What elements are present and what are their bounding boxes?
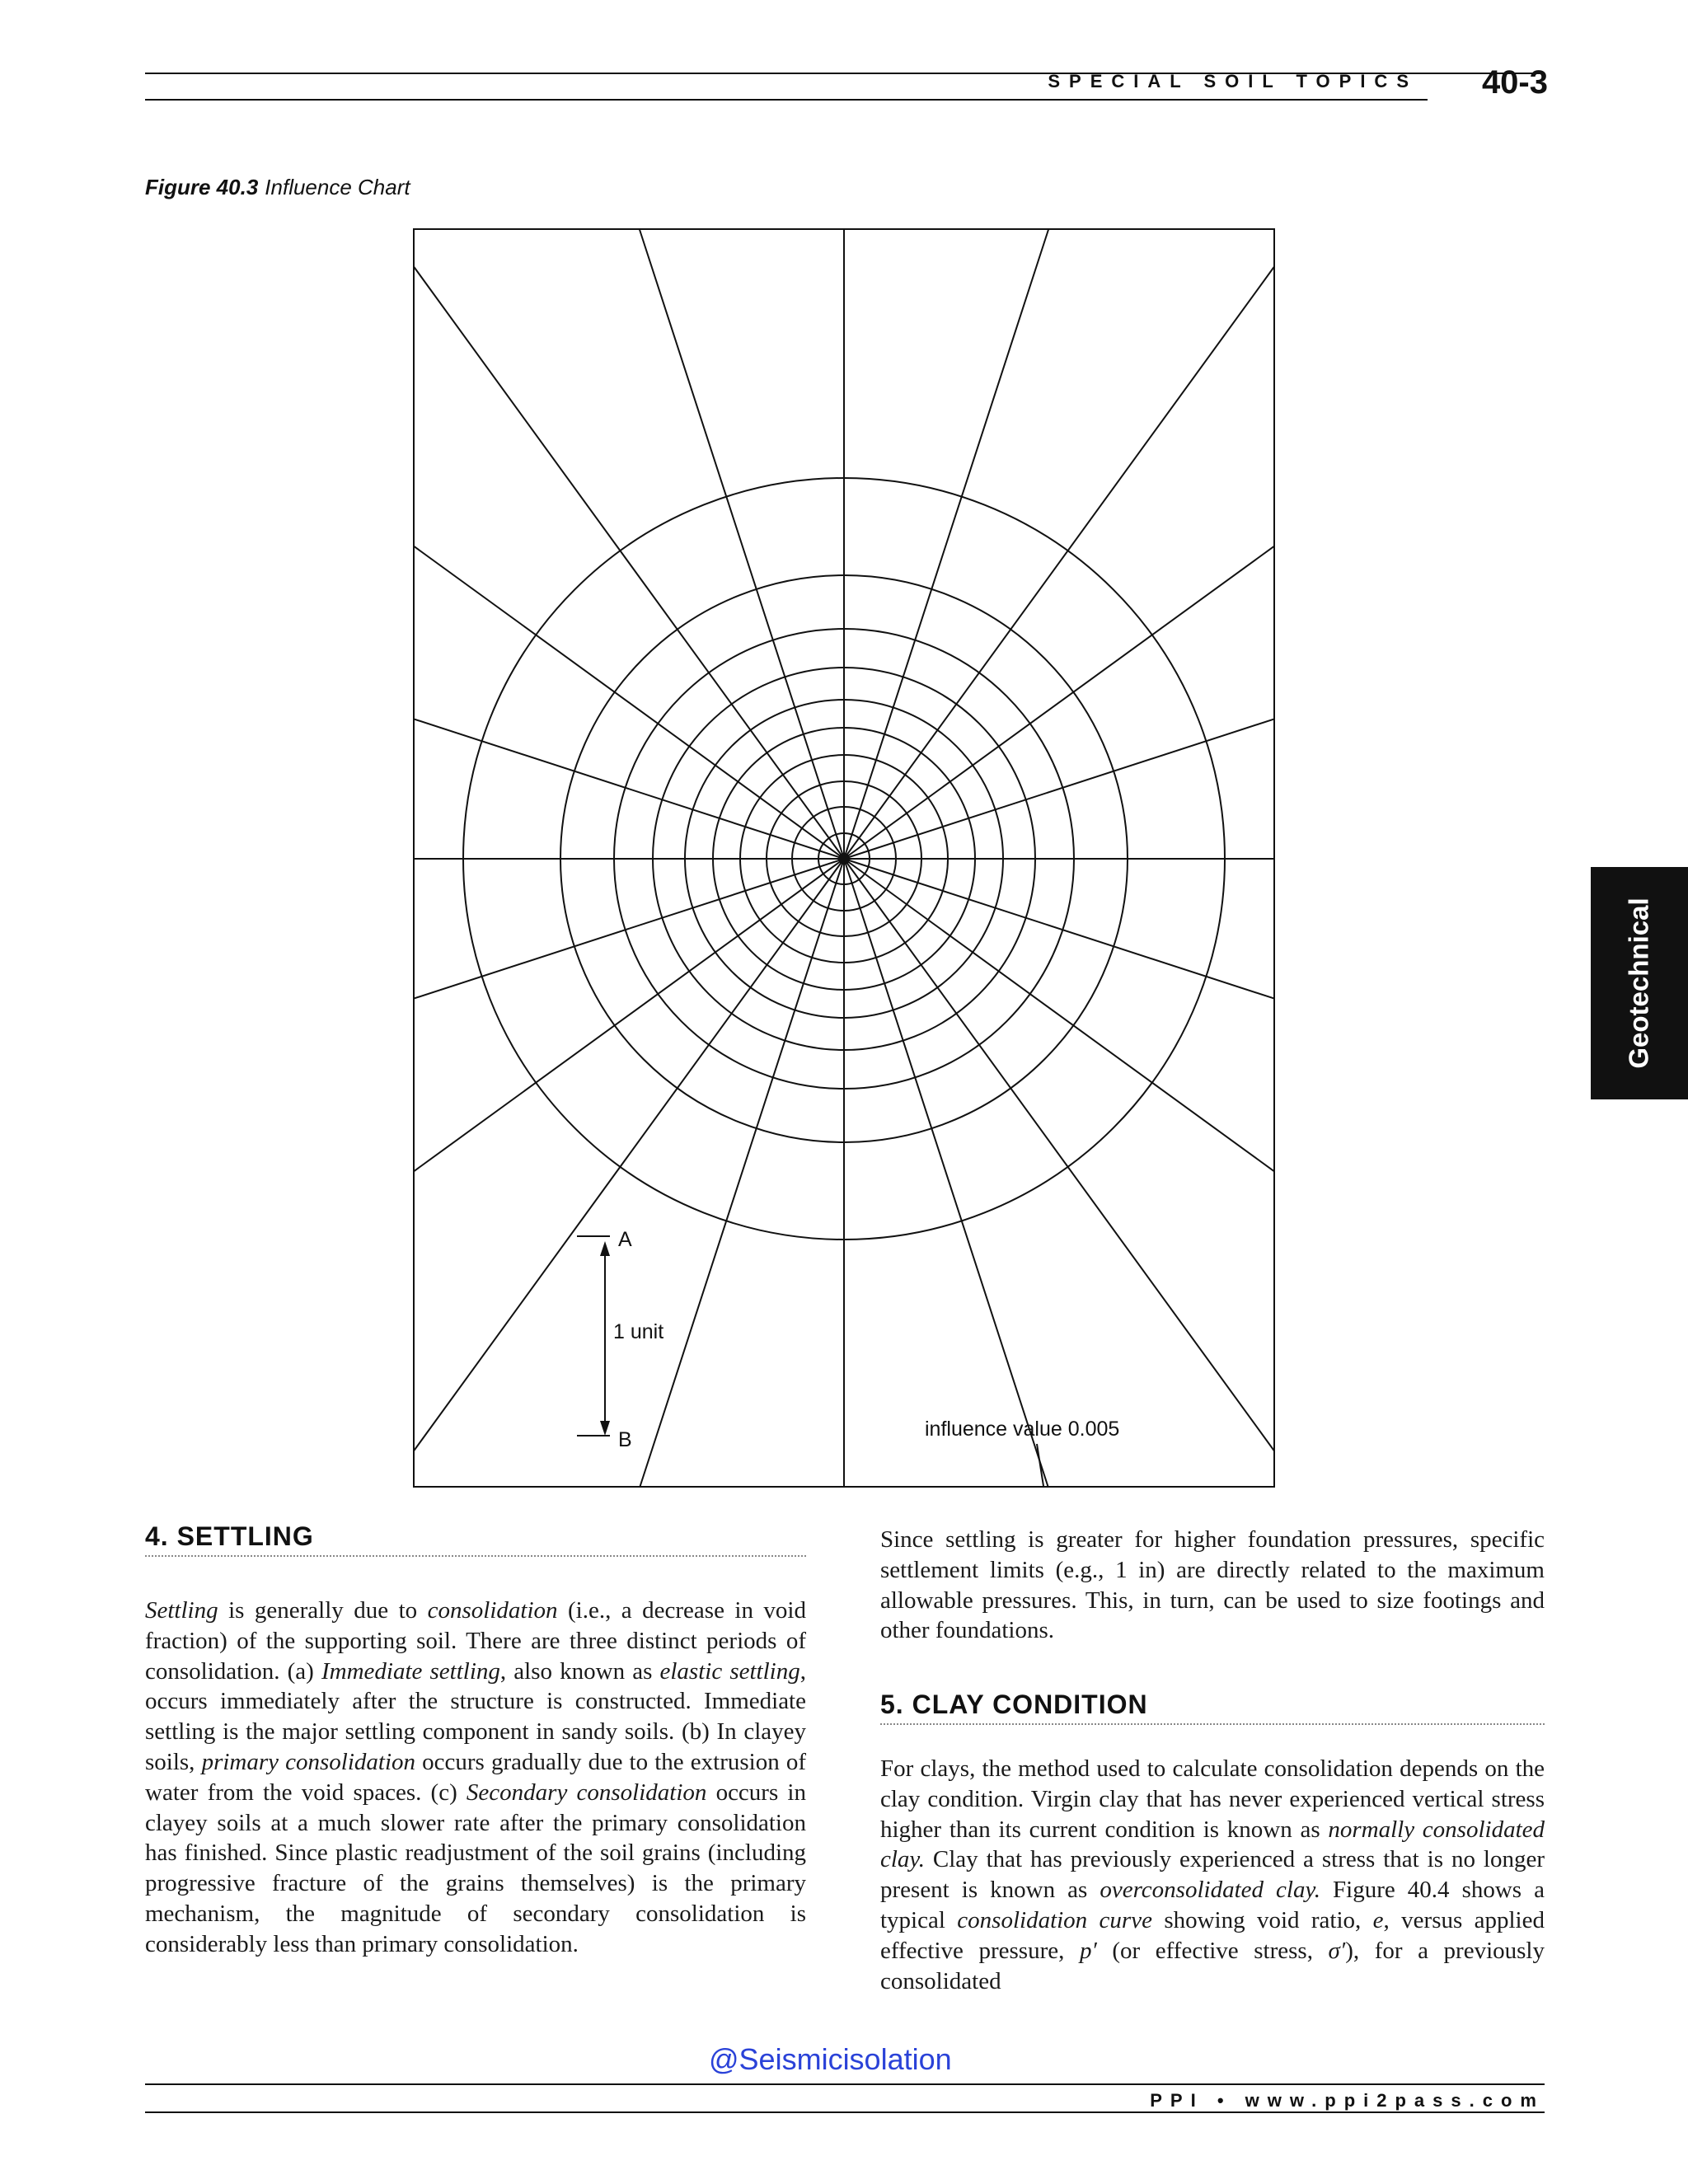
clay-run: overconsolidated clay. bbox=[1100, 1877, 1320, 1904]
clay-run: ), for a previously consolidated bbox=[880, 1937, 1545, 1994]
radial-line bbox=[844, 859, 1274, 1451]
figure-number: Figure 40.3 bbox=[145, 175, 259, 199]
radial-line bbox=[844, 859, 1274, 999]
radial-line bbox=[414, 719, 844, 859]
settling-run: consolidation bbox=[427, 1597, 558, 1624]
chart-lines bbox=[414, 229, 1274, 1487]
influence-leader-line bbox=[1037, 1444, 1043, 1486]
chart-center-point bbox=[838, 853, 850, 865]
settling-run: elastic settling bbox=[659, 1657, 800, 1685]
radial-line bbox=[844, 859, 1274, 1171]
page-number: 40-3 bbox=[1481, 64, 1548, 101]
radial-line bbox=[414, 267, 844, 860]
settling-run: (i.e., a decrease in void fraction) of the supporting soil. There are three distinct periods of consolidation. (a) bbox=[145, 1597, 806, 1685]
section-tab-label: Geotechnical bbox=[1624, 898, 1655, 1069]
settling-run: primary consolidation bbox=[201, 1748, 416, 1775]
label-a: A bbox=[618, 1228, 632, 1251]
settling-run: , also known as bbox=[499, 1657, 660, 1685]
settling-run: Settling bbox=[145, 1597, 218, 1624]
influence-value-label: influence value 0.005 bbox=[925, 1418, 1120, 1441]
radial-line bbox=[640, 859, 844, 1487]
scale-arrow-top bbox=[600, 1241, 610, 1256]
clay-run: e bbox=[1372, 1906, 1384, 1933]
radial-line bbox=[414, 546, 844, 859]
radial-line bbox=[414, 859, 844, 999]
settling-run: Immediate settling bbox=[321, 1657, 500, 1685]
scale-label: 1 unit bbox=[613, 1320, 664, 1343]
settling-run: , occurs immediately after the structure is constructed. Immediate settling is the major settling component in sandy soils. (b) In clayey soils, bbox=[145, 1657, 806, 1775]
radial-line bbox=[844, 719, 1274, 859]
paragraph-settlement-limits bbox=[880, 1525, 1545, 1646]
radial-line bbox=[414, 859, 844, 1451]
scale-arrow-bottom bbox=[600, 1421, 610, 1436]
clay-run: (or effective stress, bbox=[1096, 1937, 1329, 1964]
paragraph-clay-condition bbox=[880, 1754, 1545, 1996]
section-heading-settling: 4. SETTLING bbox=[145, 1521, 806, 1557]
clay-run: showing void ratio, bbox=[1151, 1906, 1373, 1933]
radial-line bbox=[844, 546, 1274, 859]
radial-line bbox=[414, 859, 844, 1171]
label-b: B bbox=[618, 1428, 632, 1451]
clay-run: , versus applied effective pressure, bbox=[880, 1906, 1545, 1964]
radial-line bbox=[844, 859, 1048, 1487]
clay-run: For clays, the method used to calculate consolidation depends on the clay condition. Virgin clay that has never experienced vertical stress higher than its current condition is known as bbox=[880, 1755, 1545, 1843]
settling-run: occurs gradually due to the extrusion of water from the void spaces. (c) bbox=[145, 1748, 806, 1806]
settling-run: occurs in clayey soils at a much slower rate after the primary consolidation has finished. Since plastic readjustment of the soil grains (including progressive fracture of the grains themselves) is the primary mechanism, the magnitude of secondary consolidation is considerably less than primary consolidation. bbox=[145, 1779, 806, 1957]
clay-run: consolidation curve bbox=[957, 1906, 1152, 1933]
watermark: @Seismicisolation bbox=[709, 2042, 952, 2076]
footer-url: PPI • www.ppi2pass.com bbox=[1150, 2090, 1545, 2111]
footer-rule-bottom bbox=[145, 2111, 1545, 2113]
clay-run: Clay that has previously experienced a stress that is no longer present is known as bbox=[880, 1846, 1545, 1904]
clay-run: Figure 40.4 shows a typical bbox=[880, 1877, 1545, 1933]
radial-line bbox=[844, 267, 1274, 860]
radial-line bbox=[640, 229, 844, 859]
limits-run: Since settling is greater for higher foundation pressures, specific settlement limits (e.g., 1 in) are directly related to the maximum allowable pressures. This, in turn, can be used to size footings and other foundations. bbox=[880, 1526, 1545, 1644]
settling-run: is generally due to bbox=[218, 1597, 428, 1624]
radial-line bbox=[844, 229, 1048, 859]
clay-run: σ′ bbox=[1328, 1937, 1346, 1964]
clay-run: normally consolidated clay. bbox=[880, 1816, 1545, 1873]
clay-run: p′ bbox=[1079, 1937, 1097, 1964]
figure-title: Influence Chart bbox=[265, 175, 410, 199]
section-heading-clay-condition: 5. CLAY CONDITION bbox=[880, 1690, 1545, 1725]
footer-rule-top bbox=[145, 2083, 1545, 2085]
running-head: SPECIAL SOIL TOPICS bbox=[1048, 71, 1418, 91]
settling-run: Secondary consolidation bbox=[466, 1779, 707, 1806]
paragraph-settling bbox=[145, 1596, 806, 1960]
